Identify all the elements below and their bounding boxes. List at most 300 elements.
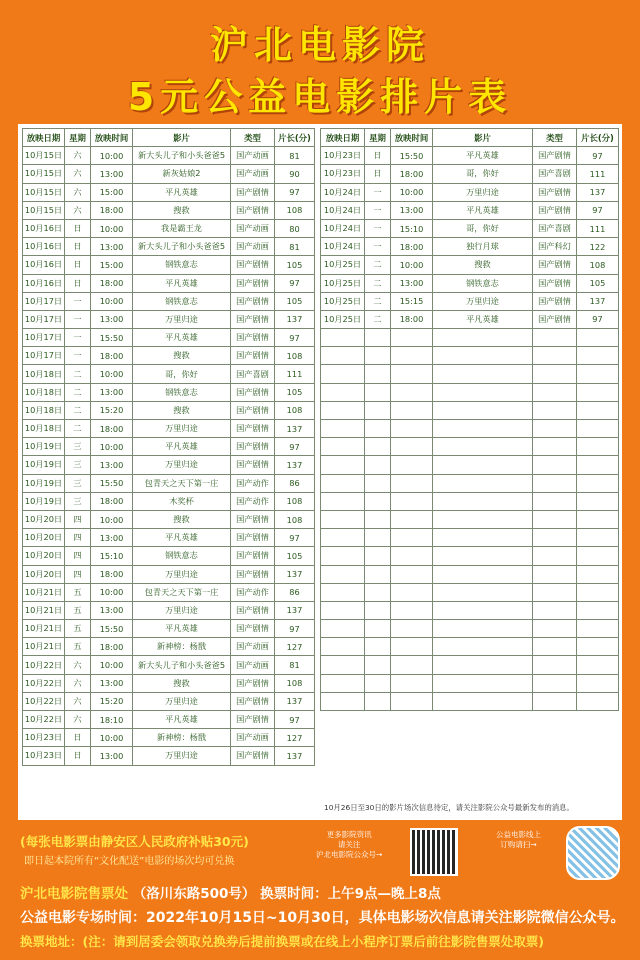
table-cell bbox=[533, 492, 577, 510]
table-cell bbox=[577, 638, 619, 656]
table-cell bbox=[391, 583, 433, 601]
table-cell: 六 bbox=[65, 656, 91, 674]
table-cell: 10月16日 bbox=[23, 219, 65, 237]
table-cell bbox=[365, 656, 391, 674]
table-row bbox=[23, 674, 315, 692]
table-cell: 万里归途 bbox=[133, 420, 231, 438]
table-cell bbox=[321, 347, 365, 365]
column-header: 影片 bbox=[133, 129, 231, 147]
table-cell bbox=[391, 565, 433, 583]
table-row bbox=[23, 219, 315, 237]
table-cell bbox=[321, 692, 365, 710]
table-cell bbox=[365, 474, 391, 492]
exchange-time: 换票时间：上午9点—晚上8点 bbox=[260, 886, 441, 902]
table-cell bbox=[321, 401, 365, 419]
table-cell bbox=[365, 583, 391, 601]
table-cell bbox=[321, 565, 365, 583]
table-cell: 包青天之天下第一庄 bbox=[133, 583, 231, 601]
empty-row bbox=[321, 529, 619, 547]
table-row bbox=[23, 292, 315, 310]
table-cell: 13:00 bbox=[91, 747, 133, 765]
table-cell: 10月17日 bbox=[23, 347, 65, 365]
table-cell: 97 bbox=[275, 529, 315, 547]
table-cell bbox=[577, 383, 619, 401]
table-cell bbox=[533, 638, 577, 656]
table-cell: 137 bbox=[275, 420, 315, 438]
empty-row bbox=[321, 601, 619, 619]
table-cell: 108 bbox=[275, 492, 315, 510]
table-cell: 四 bbox=[65, 547, 91, 565]
table-cell: 哥，你好 bbox=[433, 219, 533, 237]
table-cell: 国产动作 bbox=[231, 583, 275, 601]
table-cell: 10月22日 bbox=[23, 692, 65, 710]
table-cell: 15:00 bbox=[91, 183, 133, 201]
table-cell: 81 bbox=[275, 656, 315, 674]
table-cell bbox=[391, 401, 433, 419]
table-cell: 国产剧情 bbox=[533, 292, 577, 310]
table-cell: 六 bbox=[65, 201, 91, 219]
table-cell: 10月16日 bbox=[23, 274, 65, 292]
table-cell bbox=[577, 674, 619, 692]
table-cell: 国产动作 bbox=[231, 492, 275, 510]
table-cell: 10月24日 bbox=[321, 183, 365, 201]
table-cell: 13:00 bbox=[391, 201, 433, 219]
table-cell: 国产剧情 bbox=[231, 329, 275, 347]
table-cell: 钢铁意志 bbox=[133, 383, 231, 401]
table-row bbox=[23, 692, 315, 710]
table-cell bbox=[365, 420, 391, 438]
empty-row bbox=[321, 638, 619, 656]
table-cell: 97 bbox=[577, 201, 619, 219]
table-cell: 三 bbox=[65, 474, 91, 492]
table-cell: 10月19日 bbox=[23, 438, 65, 456]
table-cell bbox=[533, 674, 577, 692]
table-cell: 10:00 bbox=[91, 365, 133, 383]
table-cell bbox=[577, 420, 619, 438]
table-cell: 10月20日 bbox=[23, 565, 65, 583]
table-cell: 15:20 bbox=[91, 692, 133, 710]
table-cell: 97 bbox=[275, 620, 315, 638]
table-cell: 10:00 bbox=[91, 729, 133, 747]
table-cell bbox=[365, 692, 391, 710]
table-cell bbox=[433, 347, 533, 365]
table-cell: 日 bbox=[65, 256, 91, 274]
schedule-title: 5元公益电影排片表 bbox=[127, 75, 513, 119]
table-cell: 国产剧情 bbox=[231, 201, 275, 219]
online-order-promo bbox=[496, 830, 541, 850]
table-cell: 15:10 bbox=[91, 547, 133, 565]
table-cell: 18:00 bbox=[91, 420, 133, 438]
table-cell bbox=[577, 656, 619, 674]
table-cell: 国产剧情 bbox=[231, 438, 275, 456]
table-cell bbox=[533, 601, 577, 619]
table-cell: 90 bbox=[275, 165, 315, 183]
table-cell: 108 bbox=[275, 347, 315, 365]
table-cell: 一 bbox=[65, 310, 91, 328]
table-cell bbox=[321, 492, 365, 510]
table-cell: 国产动画 bbox=[231, 238, 275, 256]
table-cell: 搜救 bbox=[133, 674, 231, 692]
table-cell bbox=[533, 656, 577, 674]
table-cell: 国产剧情 bbox=[231, 274, 275, 292]
table-cell: 平凡英雄 bbox=[133, 329, 231, 347]
table-cell bbox=[391, 474, 433, 492]
table-cell: 三 bbox=[65, 492, 91, 510]
table-cell: 搜救 bbox=[433, 256, 533, 274]
table-cell: 10月23日 bbox=[23, 729, 65, 747]
table-cell: 10月22日 bbox=[23, 674, 65, 692]
table-row bbox=[23, 365, 315, 383]
table-cell: 国产剧情 bbox=[231, 347, 275, 365]
table-cell: 国产剧情 bbox=[231, 183, 275, 201]
column-header: 星期 bbox=[365, 129, 391, 147]
table-cell: 平凡英雄 bbox=[433, 201, 533, 219]
table-cell bbox=[391, 492, 433, 510]
table-cell bbox=[433, 547, 533, 565]
empty-row bbox=[321, 492, 619, 510]
table-cell bbox=[365, 401, 391, 419]
table-cell bbox=[321, 510, 365, 528]
mini-program-qr-code[interactable] bbox=[566, 826, 620, 880]
table-cell bbox=[433, 620, 533, 638]
table-cell: 五 bbox=[65, 620, 91, 638]
subsidy-text: (每张电影票由静安区人民政府补贴30元) bbox=[20, 834, 249, 849]
table-cell bbox=[577, 401, 619, 419]
table-cell: 10月20日 bbox=[23, 510, 65, 528]
table-cell: 平凡英雄 bbox=[133, 274, 231, 292]
table-cell bbox=[577, 692, 619, 710]
table-cell bbox=[391, 692, 433, 710]
table-cell: 国产喜剧 bbox=[533, 165, 577, 183]
table-cell: 平凡英雄 bbox=[133, 620, 231, 638]
table-cell: 15:20 bbox=[91, 401, 133, 419]
table-row bbox=[23, 729, 315, 747]
table-cell: 我是霸王龙 bbox=[133, 219, 231, 237]
table-cell bbox=[433, 492, 533, 510]
table-cell bbox=[365, 620, 391, 638]
table-cell: 13:00 bbox=[391, 274, 433, 292]
table-cell: 一 bbox=[65, 329, 91, 347]
table-cell: 81 bbox=[275, 147, 315, 165]
table-cell: 搜救 bbox=[133, 401, 231, 419]
table-cell: 国产剧情 bbox=[533, 274, 577, 292]
column-header: 片长(分) bbox=[275, 129, 315, 147]
official-account-promo bbox=[316, 830, 382, 860]
table-cell: 新大头儿子和小头爸爸5 bbox=[133, 656, 231, 674]
table-cell: 105 bbox=[275, 383, 315, 401]
table-cell: 日 bbox=[365, 147, 391, 165]
table-cell: 10月20日 bbox=[23, 547, 65, 565]
table-cell bbox=[577, 456, 619, 474]
table-cell bbox=[365, 674, 391, 692]
table-cell bbox=[391, 620, 433, 638]
table-cell: 10月18日 bbox=[23, 383, 65, 401]
table-row bbox=[23, 147, 315, 165]
table-row bbox=[23, 474, 315, 492]
table-cell: 97 bbox=[275, 183, 315, 201]
table-row bbox=[23, 165, 315, 183]
table-cell bbox=[533, 583, 577, 601]
table-cell: 127 bbox=[275, 638, 315, 656]
table-cell: 一 bbox=[365, 201, 391, 219]
cinema-title: 沪北电影院 bbox=[209, 23, 430, 67]
table-cell: 18:00 bbox=[91, 492, 133, 510]
table-cell: 15:00 bbox=[91, 256, 133, 274]
promo-line: 订购请扫→ bbox=[500, 840, 537, 849]
table-cell: 10:00 bbox=[91, 510, 133, 528]
table-cell: 10月19日 bbox=[23, 492, 65, 510]
table-cell: 二 bbox=[65, 383, 91, 401]
table-cell: 木奖杯 bbox=[133, 492, 231, 510]
table-cell bbox=[533, 547, 577, 565]
table-cell: 108 bbox=[275, 510, 315, 528]
box-office-address: （洛川东路500号） bbox=[132, 886, 256, 902]
table-cell bbox=[577, 547, 619, 565]
table-cell: 钢铁意志 bbox=[133, 256, 231, 274]
empty-row bbox=[321, 620, 619, 638]
table-cell: 国产剧情 bbox=[231, 401, 275, 419]
table-cell: 13:00 bbox=[91, 238, 133, 256]
table-cell bbox=[533, 438, 577, 456]
table-cell: 国产剧情 bbox=[231, 383, 275, 401]
table-cell: 国产剧情 bbox=[231, 692, 275, 710]
table-cell: 六 bbox=[65, 692, 91, 710]
table-cell: 一 bbox=[365, 219, 391, 237]
table-cell: 钢铁意志 bbox=[133, 547, 231, 565]
empty-row bbox=[321, 383, 619, 401]
table-cell: 122 bbox=[577, 238, 619, 256]
table-cell: 国产剧情 bbox=[231, 620, 275, 638]
table-cell: 108 bbox=[275, 401, 315, 419]
table-cell: 国产动作 bbox=[231, 474, 275, 492]
table-cell: 国产剧情 bbox=[231, 529, 275, 547]
table-cell: 平凡英雄 bbox=[133, 711, 231, 729]
table-row bbox=[23, 656, 315, 674]
table-row bbox=[321, 165, 619, 183]
column-header: 放映日期 bbox=[321, 129, 365, 147]
table-cell: 国产剧情 bbox=[231, 547, 275, 565]
table-cell: 五 bbox=[65, 601, 91, 619]
table-cell: 81 bbox=[275, 238, 315, 256]
column-header: 类型 bbox=[231, 129, 275, 147]
official-account-qr-code[interactable] bbox=[410, 828, 458, 876]
table-cell bbox=[365, 365, 391, 383]
table-cell bbox=[391, 674, 433, 692]
table-row bbox=[23, 420, 315, 438]
table-cell bbox=[433, 638, 533, 656]
table-row bbox=[23, 456, 315, 474]
empty-row bbox=[321, 674, 619, 692]
table-cell: 10月19日 bbox=[23, 456, 65, 474]
table-cell: 10月15日 bbox=[23, 147, 65, 165]
table-cell: 日 bbox=[65, 219, 91, 237]
table-cell bbox=[433, 692, 533, 710]
table-cell: 五 bbox=[65, 583, 91, 601]
table-cell: 137 bbox=[275, 310, 315, 328]
promo-line: 沪北电影院公众号→ bbox=[316, 850, 383, 859]
table-cell: 国产剧情 bbox=[533, 201, 577, 219]
table-cell bbox=[577, 583, 619, 601]
table-cell bbox=[321, 383, 365, 401]
table-cell: 三 bbox=[65, 438, 91, 456]
table-cell: 10月21日 bbox=[23, 620, 65, 638]
table-cell bbox=[391, 420, 433, 438]
table-cell bbox=[577, 492, 619, 510]
table-cell bbox=[365, 456, 391, 474]
table-cell bbox=[321, 474, 365, 492]
table-cell: 105 bbox=[275, 547, 315, 565]
table-cell: 新大头儿子和小头爸爸5 bbox=[133, 238, 231, 256]
table-cell: 10月17日 bbox=[23, 292, 65, 310]
pending-schedule-note: 10月26日至30日的影片场次信息待定，请关注影院公众号最新发布的消息。 bbox=[324, 803, 574, 812]
table-row bbox=[23, 256, 315, 274]
table-cell bbox=[321, 638, 365, 656]
table-cell: 137 bbox=[577, 183, 619, 201]
table-cell bbox=[533, 565, 577, 583]
empty-row bbox=[321, 510, 619, 528]
schedule-sheet bbox=[18, 124, 622, 820]
table-cell: 111 bbox=[577, 219, 619, 237]
table-cell bbox=[433, 401, 533, 419]
table-cell bbox=[391, 529, 433, 547]
table-cell bbox=[365, 492, 391, 510]
table-cell: 10:00 bbox=[91, 292, 133, 310]
table-cell bbox=[533, 692, 577, 710]
table-cell: 平凡英雄 bbox=[133, 438, 231, 456]
table-cell bbox=[391, 510, 433, 528]
table-cell: 二 bbox=[365, 256, 391, 274]
table-cell bbox=[321, 583, 365, 601]
table-cell: 搜救 bbox=[133, 510, 231, 528]
table-cell: 10月22日 bbox=[23, 711, 65, 729]
table-row bbox=[23, 183, 315, 201]
column-header: 类型 bbox=[533, 129, 577, 147]
table-cell: 10月22日 bbox=[23, 656, 65, 674]
table-cell: 平凡英雄 bbox=[433, 147, 533, 165]
table-cell: 新大头儿子和小头爸爸5 bbox=[133, 147, 231, 165]
column-header: 片长(分) bbox=[577, 129, 619, 147]
table-cell bbox=[365, 329, 391, 347]
table-cell: 10月24日 bbox=[321, 201, 365, 219]
box-office-label: 沪北电影院售票处 bbox=[20, 886, 128, 902]
table-cell: 10月23日 bbox=[321, 165, 365, 183]
table-cell: 10月18日 bbox=[23, 365, 65, 383]
table-cell: 10月15日 bbox=[23, 201, 65, 219]
table-cell: 六 bbox=[65, 674, 91, 692]
empty-row bbox=[321, 474, 619, 492]
table-row bbox=[321, 310, 619, 328]
table-cell bbox=[391, 329, 433, 347]
screening-period: 公益电影专场时间：2022年10月15日~10月30日，具体电影场次信息请关注影院微信公众号。 bbox=[20, 910, 625, 926]
table-cell: 10月25日 bbox=[321, 292, 365, 310]
table-cell: 10:00 bbox=[91, 219, 133, 237]
table-cell: 万里归途 bbox=[133, 601, 231, 619]
table-row bbox=[23, 383, 315, 401]
table-cell: 10月24日 bbox=[321, 219, 365, 237]
table-cell: 万里归途 bbox=[133, 692, 231, 710]
empty-row bbox=[321, 456, 619, 474]
table-cell: 新灰姑娘2 bbox=[133, 165, 231, 183]
table-cell: 二 bbox=[65, 365, 91, 383]
table-cell: 哥，你好 bbox=[433, 165, 533, 183]
empty-row bbox=[321, 656, 619, 674]
table-cell: 111 bbox=[577, 165, 619, 183]
table-cell: 80 bbox=[275, 219, 315, 237]
table-cell: 钢铁意志 bbox=[133, 292, 231, 310]
table-cell: 平凡英雄 bbox=[133, 183, 231, 201]
table-cell bbox=[365, 565, 391, 583]
table-cell: 10月16日 bbox=[23, 256, 65, 274]
table-cell bbox=[391, 438, 433, 456]
table-cell: 13:00 bbox=[91, 674, 133, 692]
table-row bbox=[321, 238, 619, 256]
table-cell: 日 bbox=[65, 747, 91, 765]
table-cell: 10:00 bbox=[91, 147, 133, 165]
table-cell: 10:00 bbox=[91, 438, 133, 456]
table-cell: 15:50 bbox=[91, 474, 133, 492]
table-cell: 六 bbox=[65, 165, 91, 183]
table-row bbox=[23, 620, 315, 638]
table-cell bbox=[321, 365, 365, 383]
empty-row bbox=[321, 329, 619, 347]
table-cell: 国产动画 bbox=[231, 219, 275, 237]
table-cell: 10月23日 bbox=[321, 147, 365, 165]
table-cell: 四 bbox=[65, 529, 91, 547]
table-cell bbox=[533, 620, 577, 638]
table-cell bbox=[577, 438, 619, 456]
table-cell: 国产剧情 bbox=[231, 565, 275, 583]
empty-row bbox=[321, 347, 619, 365]
table-cell bbox=[365, 638, 391, 656]
table-cell: 国产剧情 bbox=[231, 256, 275, 274]
table-cell bbox=[321, 456, 365, 474]
table-cell: 137 bbox=[275, 565, 315, 583]
table-cell bbox=[321, 529, 365, 547]
table-cell bbox=[391, 601, 433, 619]
table-cell bbox=[533, 474, 577, 492]
table-cell: 万里归途 bbox=[133, 747, 231, 765]
table-cell: 18:00 bbox=[91, 201, 133, 219]
table-cell bbox=[433, 420, 533, 438]
table-cell: 10月25日 bbox=[321, 274, 365, 292]
table-cell: 18:00 bbox=[91, 565, 133, 583]
empty-row bbox=[321, 401, 619, 419]
table-cell bbox=[391, 365, 433, 383]
table-cell: 127 bbox=[275, 729, 315, 747]
table-row bbox=[23, 492, 315, 510]
table-cell: 日 bbox=[65, 238, 91, 256]
table-cell: 二 bbox=[365, 292, 391, 310]
table-cell bbox=[533, 529, 577, 547]
table-cell bbox=[321, 656, 365, 674]
table-row bbox=[23, 711, 315, 729]
table-cell: 国产剧情 bbox=[533, 256, 577, 274]
table-cell bbox=[533, 456, 577, 474]
table-cell: 六 bbox=[65, 711, 91, 729]
table-cell bbox=[433, 383, 533, 401]
table-cell: 新神榜：杨戬 bbox=[133, 638, 231, 656]
table-row bbox=[23, 510, 315, 528]
table-cell bbox=[391, 638, 433, 656]
table-cell: 国产剧情 bbox=[231, 310, 275, 328]
table-cell: 搜救 bbox=[133, 201, 231, 219]
table-cell bbox=[533, 365, 577, 383]
table-cell: 137 bbox=[275, 692, 315, 710]
table-cell: 137 bbox=[577, 292, 619, 310]
table-cell: 一 bbox=[65, 347, 91, 365]
table-cell: 万里归途 bbox=[133, 456, 231, 474]
table-cell: 万里归途 bbox=[433, 183, 533, 201]
